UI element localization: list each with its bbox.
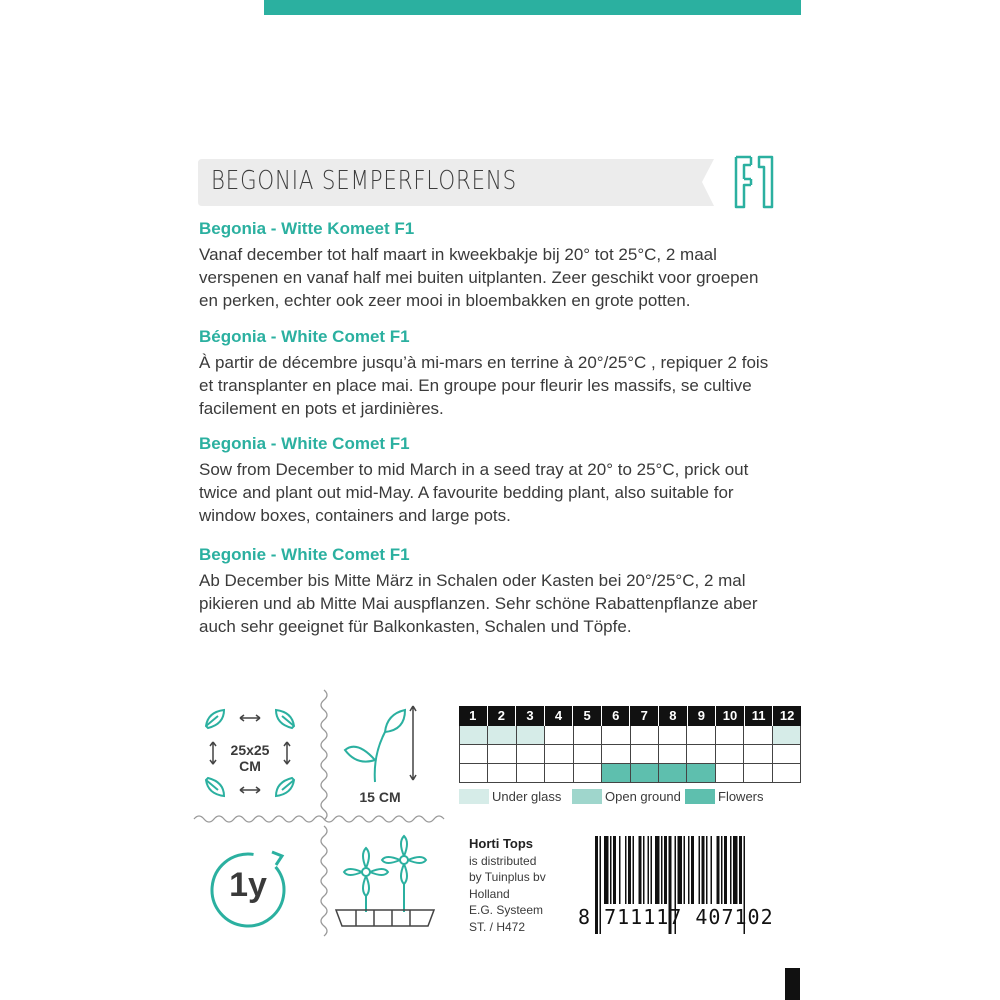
- barcode-bar: [730, 836, 732, 904]
- barcode-bar: [724, 836, 727, 904]
- calendar-cell: [687, 764, 715, 783]
- month-cell-9: 9: [688, 706, 717, 726]
- calendar-cell: [574, 726, 602, 745]
- spacing-label: 25x25 CM: [230, 742, 270, 774]
- section-body-nl: [199, 243, 803, 312]
- calendar-row-open-ground: [459, 745, 801, 764]
- section-title-nl: Begonia - Witte Komeet F1: [199, 219, 415, 238]
- calendar-cell: [488, 745, 516, 764]
- barcode-bar: [684, 836, 686, 904]
- distributor-brand: Horti Tops: [469, 836, 534, 851]
- calendar-cell: [488, 764, 516, 783]
- barcode-bar: [688, 836, 690, 904]
- distributor-line: is distributed: [469, 853, 537, 868]
- month-cell-2: 2: [488, 706, 517, 726]
- legend-label: Open ground: [605, 789, 681, 804]
- legend-label: Under glass: [492, 789, 562, 804]
- legend-swatch: [459, 789, 489, 804]
- barcode-bar: [610, 836, 612, 904]
- body-line: twice and plant out mid-May. A favourite bedding plant, also suitable for: [199, 483, 734, 502]
- calendar-cell: [716, 745, 744, 764]
- calendar-cell: [659, 745, 687, 764]
- section-body-de: [199, 569, 803, 638]
- calendar-cell: [460, 764, 488, 783]
- month-cell-1: 1: [459, 706, 488, 726]
- month-cell-11: 11: [745, 706, 774, 726]
- month-cell-3: 3: [516, 706, 545, 726]
- lifecycle-label: 1y: [229, 866, 267, 904]
- legend-flowers: [685, 788, 764, 805]
- calendar-cell: [744, 764, 772, 783]
- height-label: 15 CM: [359, 789, 401, 805]
- wavy-divider-horizontal: [194, 812, 444, 826]
- barcode-bar: [648, 836, 650, 904]
- calendar-cell: [602, 726, 630, 745]
- section-body-en: [199, 458, 803, 527]
- section-title-en: Begonia - White Comet F1: [199, 434, 410, 453]
- barcode-bar: [639, 836, 642, 904]
- barcode-bar: [721, 836, 723, 904]
- registration-mark: [785, 968, 800, 1000]
- calendar-cell: [631, 764, 659, 783]
- barcode-bar: [678, 836, 683, 904]
- month-cell-10: 10: [716, 706, 745, 726]
- section-body-fr: [199, 351, 803, 420]
- calendar-cell: [545, 726, 573, 745]
- calendar-cell: [687, 745, 715, 764]
- distributor-line: E.G. Systeem: [469, 903, 544, 917]
- barcode-bar: [613, 836, 616, 904]
- barcode-bar: [633, 836, 635, 904]
- species-title-box: [196, 157, 716, 208]
- calendar-row-flowers: [459, 764, 801, 783]
- month-cell-5: 5: [573, 706, 602, 726]
- body-line: Ab December bis Mitte März in Schalen oder Kasten bei 20°/25°C, 2 mal: [199, 571, 746, 590]
- legend-swatch: [685, 789, 715, 804]
- calendar-cell: [773, 764, 801, 783]
- barcode-bar: [691, 836, 694, 904]
- calendar-cell: [602, 745, 630, 764]
- calendar-cell: [659, 764, 687, 783]
- barcode-bar: [706, 836, 708, 904]
- barcode-bar: [717, 836, 720, 904]
- calendar-cell: [631, 745, 659, 764]
- calendar-row-under-glass: [459, 726, 801, 745]
- calendar-cell: [716, 726, 744, 745]
- month-cell-8: 8: [659, 706, 688, 726]
- svg-text:F1: F1: [732, 140, 751, 157]
- month-cell-12: 12: [779, 708, 795, 723]
- barcode-bar: [651, 836, 653, 904]
- calendar-cell: [744, 745, 772, 764]
- body-line: window boxes, containers and large pots.: [199, 506, 511, 525]
- species-title: BEGONIA SEMPERFLORENS: [211, 166, 518, 196]
- body-line: pikieren und ab Mitte Mai auspflanzen. Sehr schöne Rabattenpflanze aber: [199, 594, 758, 613]
- body-line: auch sehr geeignet für Balkonkasten, Schalen und Töpfe.: [199, 617, 632, 636]
- distributor-info: [469, 836, 589, 935]
- barcode-bar: [628, 836, 631, 904]
- body-line: Vanaf december tot half maart in kweekbakje bij 20° tot 25°C, 2 maal: [199, 245, 717, 264]
- barcode-bar: [711, 836, 713, 904]
- calendar-cell: [574, 764, 602, 783]
- distributor-line: by Tuinplus bv: [469, 870, 546, 884]
- month-cell-4: 4: [545, 706, 574, 726]
- legend-open-ground: [572, 788, 681, 805]
- barcode-bar: [643, 836, 645, 904]
- section-title-fr: Bégonia - White Comet F1: [199, 327, 410, 346]
- month-cell-6: 6: [602, 706, 631, 726]
- calendar-cell: [517, 764, 545, 783]
- calendar-cell: [716, 764, 744, 783]
- top-color-bar: [264, 0, 801, 15]
- distributor-line: Holland: [469, 886, 510, 901]
- wavy-divider: [316, 690, 332, 820]
- barcode-bar: [655, 836, 660, 904]
- body-line: en perken, echter ook zeer mooi in bloembakken en grote potten.: [199, 291, 691, 310]
- calendar-cell: [773, 726, 801, 745]
- barcode-bar: [661, 836, 663, 904]
- barcode-bar: [739, 836, 742, 904]
- calendar-cell: [659, 726, 687, 745]
- calendar-cell: [631, 726, 659, 745]
- calendar-cell: [744, 726, 772, 745]
- calendar-cell: [687, 726, 715, 745]
- body-line: facilement en pots et jardinières.: [199, 399, 444, 418]
- body-line: Sow from December to mid March in a seed tray at 20° to 25°C, prick out: [199, 460, 749, 479]
- sowing-calendar: [459, 706, 801, 783]
- barcode-bar: [604, 836, 609, 904]
- barcode-bar: [619, 836, 621, 904]
- body-line: verspenen en vanaf half mei buiten uitplanten. Zeer geschikt voor groepen: [199, 268, 759, 287]
- legend-under-glass: [459, 788, 561, 805]
- calendar-cell: [545, 745, 573, 764]
- calendar-cell: [574, 745, 602, 764]
- month-cell-7: 7: [630, 706, 659, 726]
- legend-swatch: [572, 789, 602, 804]
- calendar-cell: [488, 726, 516, 745]
- calendar-cell: [773, 745, 801, 764]
- calendar-legend: [459, 788, 801, 806]
- body-line: À partir de décembre jusqu’à mi-mars en terrine à 20°/25°C , repiquer 2 fois: [199, 353, 769, 372]
- legend-label: Flowers: [718, 789, 764, 804]
- barcode-bar: [664, 836, 667, 904]
- barcode-bar: [625, 836, 627, 904]
- calendar-cell: [517, 745, 545, 764]
- seed-tray-flowers-icon: [330, 834, 440, 934]
- barcode-bar: [733, 836, 738, 904]
- barcode-number: 8 711117 407102: [578, 905, 774, 929]
- f1-hybrid-mark: [732, 140, 780, 211]
- section-title-de: Begonie - White Comet F1: [199, 545, 410, 564]
- barcode-bar: [699, 836, 701, 904]
- calendar-month-header: [459, 706, 801, 726]
- calendar-cell: [602, 764, 630, 783]
- calendar-cell: [460, 726, 488, 745]
- calendar-cell: [517, 726, 545, 745]
- calendar-cell: [460, 745, 488, 764]
- plant-height-icon: [335, 700, 435, 790]
- body-line: et transplanter en place mai. En groupe pour fleurir les massifs, se cultive: [199, 376, 752, 395]
- distributor-line: ST. / H472: [469, 919, 526, 934]
- calendar-cell: [545, 764, 573, 783]
- barcode-bar: [702, 836, 705, 904]
